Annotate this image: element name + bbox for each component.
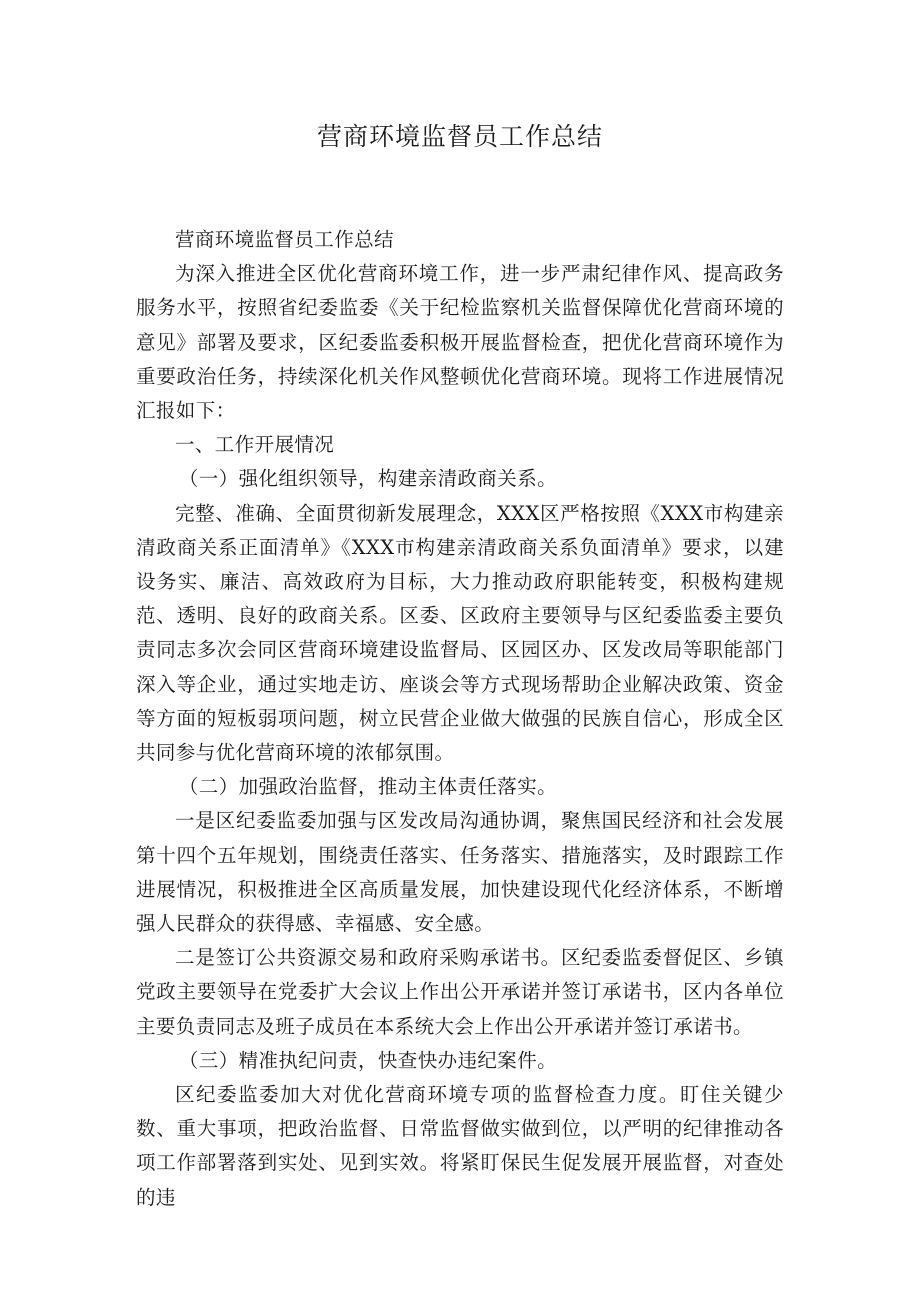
body-paragraph-intro: 为深入推进全区优化营商环境工作，进一步严肃纪律作风、提高政务服务水平，按照省纪委监委《关于纪检监察机关监督保障优化营商环境的意见》部署及要求，区纪委监委积极开展监督检查，把优化营商环境作为重要政治任务，持续深化机关作风整顿优化营商环境。现将工作进展情况汇报如下： — [136, 262, 784, 423]
subsection-heading-2: （二）加强政治监督，推动主体责任落实。 — [178, 775, 557, 799]
body-paragraph: 一是区纪委监委加强与区发改局沟通协调，聚焦国民经济和社会发展第十四个五年规划，围绕责任落实、任务落实、措施落实，及时跟踪工作进展情况，积极推进全区高质量发展，加快建设现代化经济体系，不断增强人民群众的获得感、幸福感、安全感。 — [136, 809, 784, 936]
document-title: 营商环境监督员工作总结 — [316, 122, 603, 151]
section-heading-1: 一、工作开展情况 — [175, 433, 335, 457]
subsection-heading-1: （一）强化组织领导，构建亲清政商关系。 — [178, 467, 557, 491]
body-paragraph: 完整、准确、全面贯彻新发展理念，XXX区严格按照《XXX市构建亲清政商关系正面清单》《XXX市构建亲清政商关系负面清单》要求，以建设务实、廉洁、高效政府为目标，大力推动政府职能转变，积极构建规范、透明、良好的政商关系。区委、区政府主要领导与区纪委监委主要负责同志多次会同区营商环境建设监督局、区园区办、区发改局等职能部门深入等企业，通过实地走访、座谈会等方式现场帮助企业解决政策、资金等方面的短板弱项问题，树立民营企业做大做强的民族自信心，形成全区共同参与优化营商环境的浓郁氛围。 — [136, 501, 784, 765]
body-paragraph: 区纪委监委加大对优化营商环境专项的监督检查力度。盯住关键少数、重大事项，把政治监督、日常监督做实做到位，以严明的纪律推动各项工作部署落到实处、见到实效。将紧盯保民生促发展开展监督，对查处的违 — [136, 1083, 784, 1209]
document-body — [136, 223, 784, 1215]
body-paragraph: 二是签订公共资源交易和政府采购承诺书。区纪委监委督促区、乡镇党政主要领导在党委扩大会议上作出公开承诺并签订承诺书，区内各单位主要负责同志及班子成员在本系统大会上作出公开承诺并签订承诺书。 — [136, 946, 784, 1038]
body-paragraph-heading: 营商环境监督员工作总结 — [175, 228, 394, 251]
subsection-heading-3: （三）精准执纪问责，快查快办违纪案件。 — [178, 1048, 557, 1072]
